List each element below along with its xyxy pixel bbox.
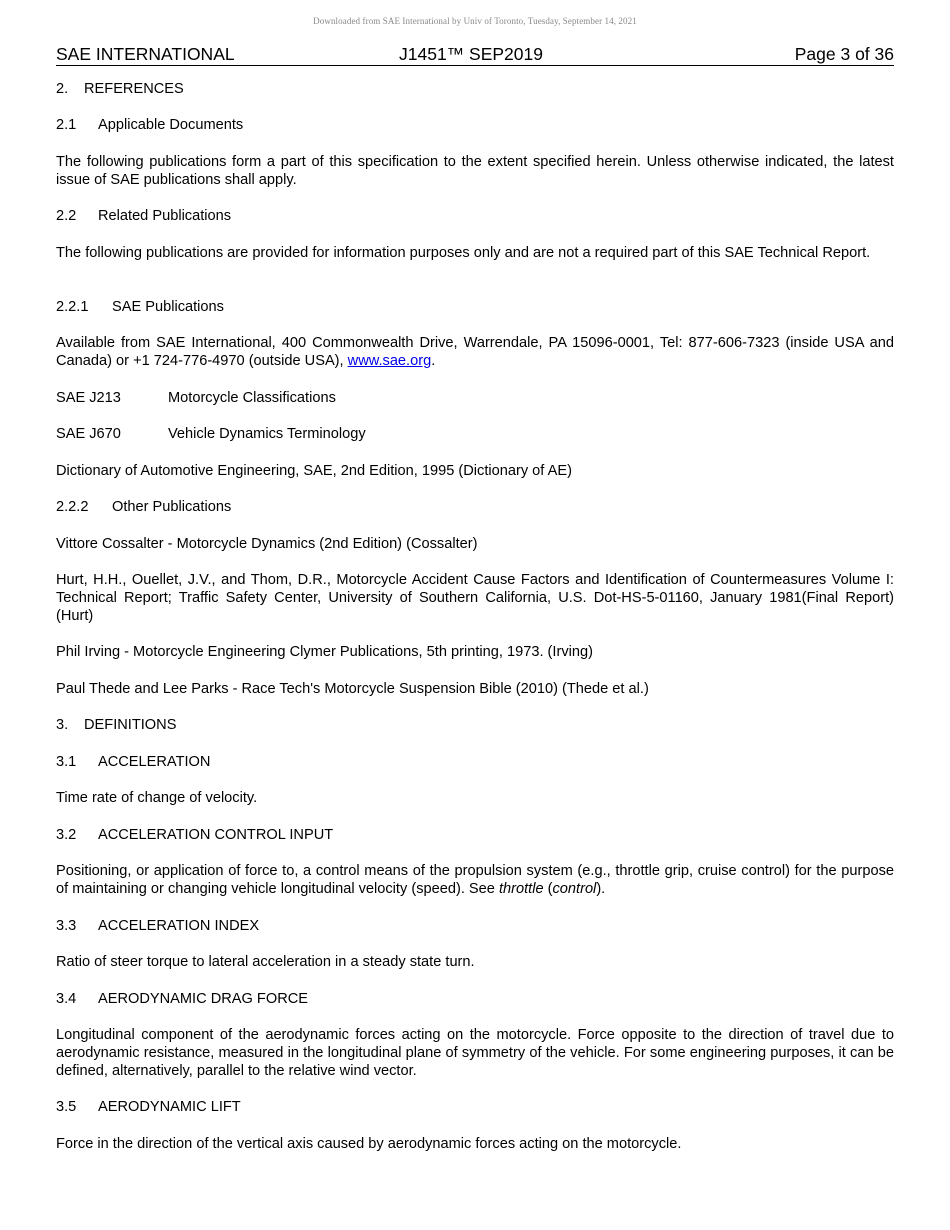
reference-title: Motorcycle Classifications (168, 390, 336, 406)
section-2-2-2-heading: 2.2.2 Other Publications (56, 499, 232, 515)
reference-dictionary: Dictionary of Automotive Engineering, SAE, 2nd Edition, 1995 (Dictionary of AE) (56, 463, 572, 479)
section-2-2-1-heading: 2.2.1 SAE Publications (56, 299, 224, 315)
section-3-1-heading: 3.1 ACCELERATION (56, 754, 211, 770)
section-3-2-text: Positioning, or application of force to, a control means of the propulsion system (e.g., throttle grip, cruise control) for the purpose of maintaining or changing vehicle longitudinal velocity (speed). See throttle (control). (56, 863, 894, 897)
section-3-4-text: Longitudinal component of the aerodynamic forces acting on the motorcycle. Force opposite to the direction of travel due to aerodynamic resistance, measured in the longitudinal plane of symmetry of the vehicle. For some engineering purposes, it can be defined, alternatively, parallel to the relative wind vector. (56, 1027, 894, 1079)
reference-title: Vehicle Dynamics Terminology (168, 426, 366, 442)
reference-sae-j670 (56, 425, 894, 443)
section-3-1-text: Time rate of change of velocity. (56, 790, 258, 806)
other-publication-item: Phil Irving - Motorcycle Engineering Clymer Publications, 5th printing, 1973. (Irving) (56, 644, 593, 660)
section-3-5-text: Force in the direction of the vertical axis caused by aerodynamic forces acting on the motorcycle. (56, 1136, 682, 1152)
section-3-3-heading: 3.3 ACCELERATION INDEX (56, 918, 260, 934)
header-doc-id: J1451™ SEP2019 (399, 44, 543, 64)
section-3-4-heading: 3.4 AERODYNAMIC DRAG FORCE (56, 991, 309, 1007)
section-2-1-heading: 2.1 Applicable Documents (56, 117, 244, 133)
section-3-heading: 3. DEFINITIONS (56, 717, 177, 733)
section-2-heading: 2. REFERENCES (56, 81, 184, 97)
cross-reference-term: throttle (498, 881, 544, 897)
cross-reference-subterm: control (552, 881, 597, 897)
section-2-1-text: The following publications form a part of this specification to the extent specified herein. Unless otherwise indicated, the latest issue of SAE publications shall apply. (56, 154, 894, 188)
section-2-2-heading: 2.2 Related Publications (56, 208, 232, 224)
reference-code: SAE J670 (56, 426, 121, 442)
reference-sae-j213 (56, 389, 894, 407)
download-watermark: Downloaded from SAE International by Univ of Toronto, Tuesday, September 14, 2021 (313, 16, 637, 26)
section-2-2-1-text: Available from SAE International, 400 Commonwealth Drive, Warrendale, PA 15096-0001, Tel: 877-606-7323 (inside USA and Canada) or +1 724-776-4970 (outside USA), www.sae.org. (56, 335, 894, 369)
header-page-number: Page 3 of 36 (794, 44, 894, 64)
section-2-2-text: The following publications are provided for information purposes only and are not a required part of this SAE Technical Report. (56, 245, 871, 261)
other-publication-item: Vittore Cossalter - Motorcycle Dynamics (2nd Edition) (Cossalter) (56, 536, 478, 552)
section-3-2-heading: 3.2 ACCELERATION CONTROL INPUT (56, 827, 334, 843)
reference-code: SAE J213 (56, 390, 121, 406)
other-publication-item: Hurt, H.H., Ouellet, J.V., and Thom, D.R., Motorcycle Accident Cause Factors and Identification of Countermeasures Volume I: Technical Report; Traffic Safety Center, University of Southern California, U.S. Dot-HS-5-01160, January 1981(Final Report) (Hurt) (56, 572, 894, 624)
page-header (56, 44, 894, 66)
sae-website-link[interactable]: www.sae.org (347, 353, 432, 369)
other-publication-item: Paul Thede and Lee Parks - Race Tech's Motorcycle Suspension Bible (2010) (Thede et al.) (56, 681, 649, 697)
section-3-5-heading: 3.5 AERODYNAMIC LIFT (56, 1099, 241, 1115)
section-3-3-text: Ratio of steer torque to lateral acceleration in a steady state turn. (56, 954, 475, 970)
header-org: SAE INTERNATIONAL (56, 44, 235, 64)
